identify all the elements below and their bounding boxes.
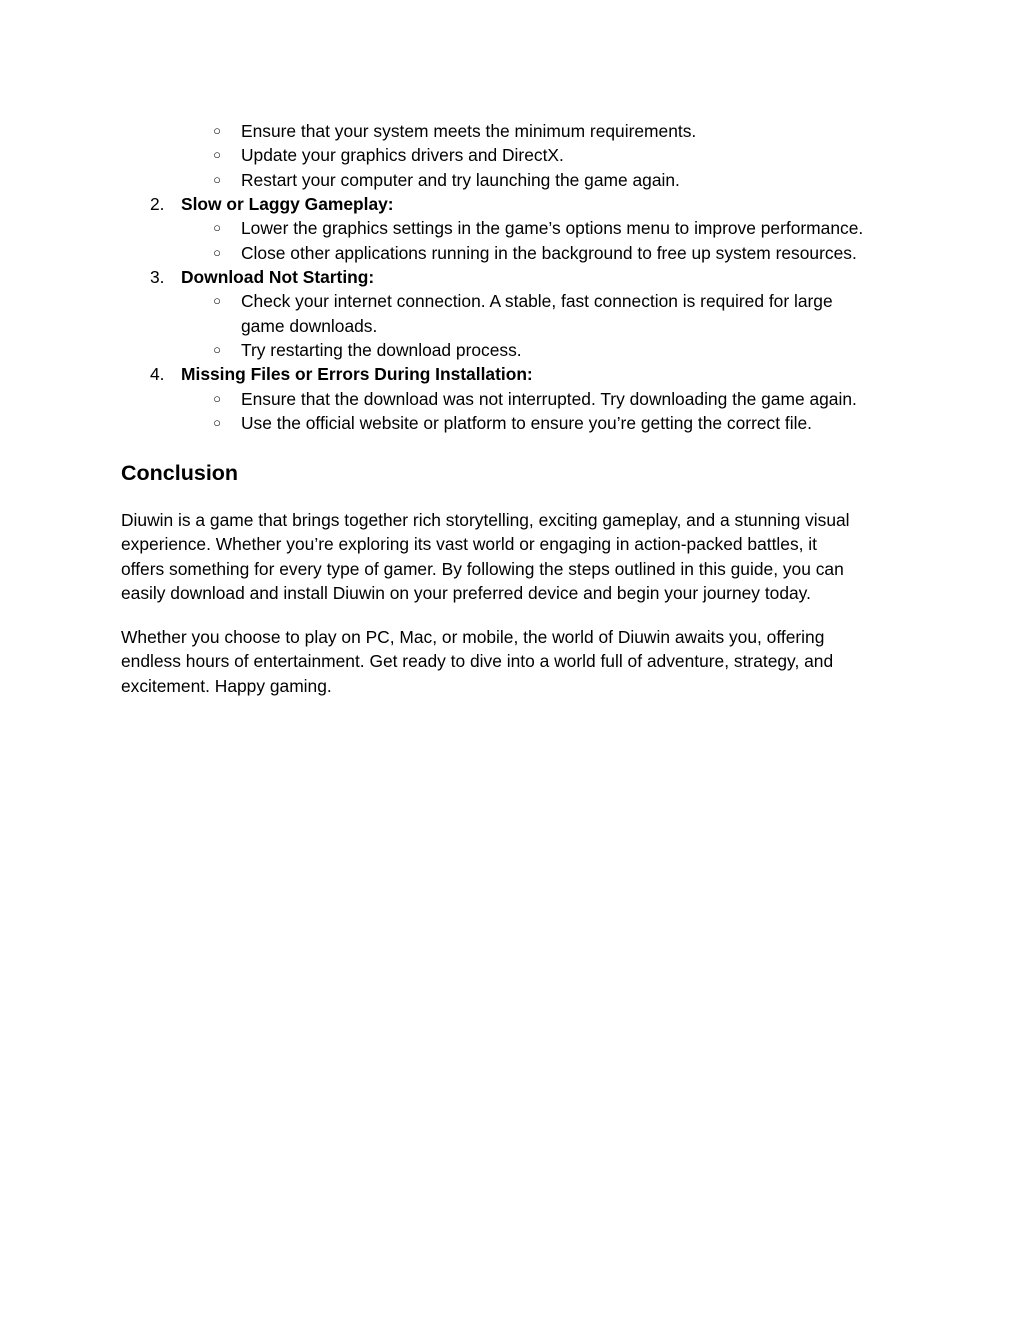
conclusion-paragraph-1 — [121, 508, 911, 606]
bullet-marker: ○ — [213, 147, 221, 162]
paragraph-line: Whether you choose to play on PC, Mac, or mobile, the world of Diuwin awaits you, offering — [121, 627, 825, 647]
conclusion-paragraph-2 — [121, 625, 911, 698]
list-bullet-text: Ensure that your system meets the minimum requirements. — [241, 121, 697, 141]
bullet-marker: ○ — [213, 342, 221, 357]
bullet-marker: ○ — [213, 245, 221, 260]
paragraph-line: easily download and install Diuwin on your preferred device and begin your journey today. — [121, 583, 811, 604]
bullet-marker: ○ — [213, 391, 221, 406]
bullet-marker: ○ — [213, 172, 221, 187]
list-item-title: Download Not Starting: — [181, 267, 375, 287]
list-bullet-text: Check your internet connection. A stable, fast connection is required for large — [241, 291, 833, 311]
bullet-marker: ○ — [213, 293, 221, 308]
list-bullet-text: Restart your computer and try launching the game again. — [241, 170, 680, 190]
paragraph-line: endless hours of entertainment. Get ready to dive into a world full of adventure, strategy, and — [121, 651, 834, 672]
list-bullet-text: Lower the graphics settings in the game’s options menu to improve performance. — [241, 218, 864, 238]
list-item-title: Slow or Laggy Gameplay: — [181, 194, 394, 214]
list-bullet-text: Try restarting the download process. — [241, 340, 522, 360]
section-heading: Conclusion — [121, 461, 239, 485]
paragraph-line: Diuwin is a game that brings together rich storytelling, exciting gameplay, and a stunning visual — [121, 510, 850, 530]
list-bullet-text: Ensure that the download was not interrupted. Try downloading the game again. — [241, 389, 857, 409]
list-item-title: Missing Files or Errors During Installation: — [181, 364, 533, 384]
bullet-marker: ○ — [213, 220, 221, 235]
bullet-marker: ○ — [213, 415, 221, 430]
list-item-number: 3. — [150, 267, 165, 287]
list-bullet-text: Update your graphics drivers and DirectX. — [241, 145, 564, 165]
paragraph-line: excitement. Happy gaming. — [121, 675, 332, 696]
list-item-number: 4. — [150, 364, 165, 384]
paragraph-line: experience. Whether you’re exploring its vast world or engaging in action-packed battles, it — [121, 534, 817, 555]
list-bullet-text-continued: game downloads. — [241, 316, 378, 336]
list-item-number: 2. — [150, 194, 165, 214]
paragraph-line: offers something for every type of gamer. By following the steps outlined in this guide, you can — [121, 558, 844, 579]
bullet-marker: ○ — [213, 123, 221, 138]
list-bullet-text: Close other applications running in the background to free up system resources. — [241, 243, 857, 263]
list-bullet-text: Use the official website or platform to ensure you’re getting the correct file. — [241, 413, 812, 433]
